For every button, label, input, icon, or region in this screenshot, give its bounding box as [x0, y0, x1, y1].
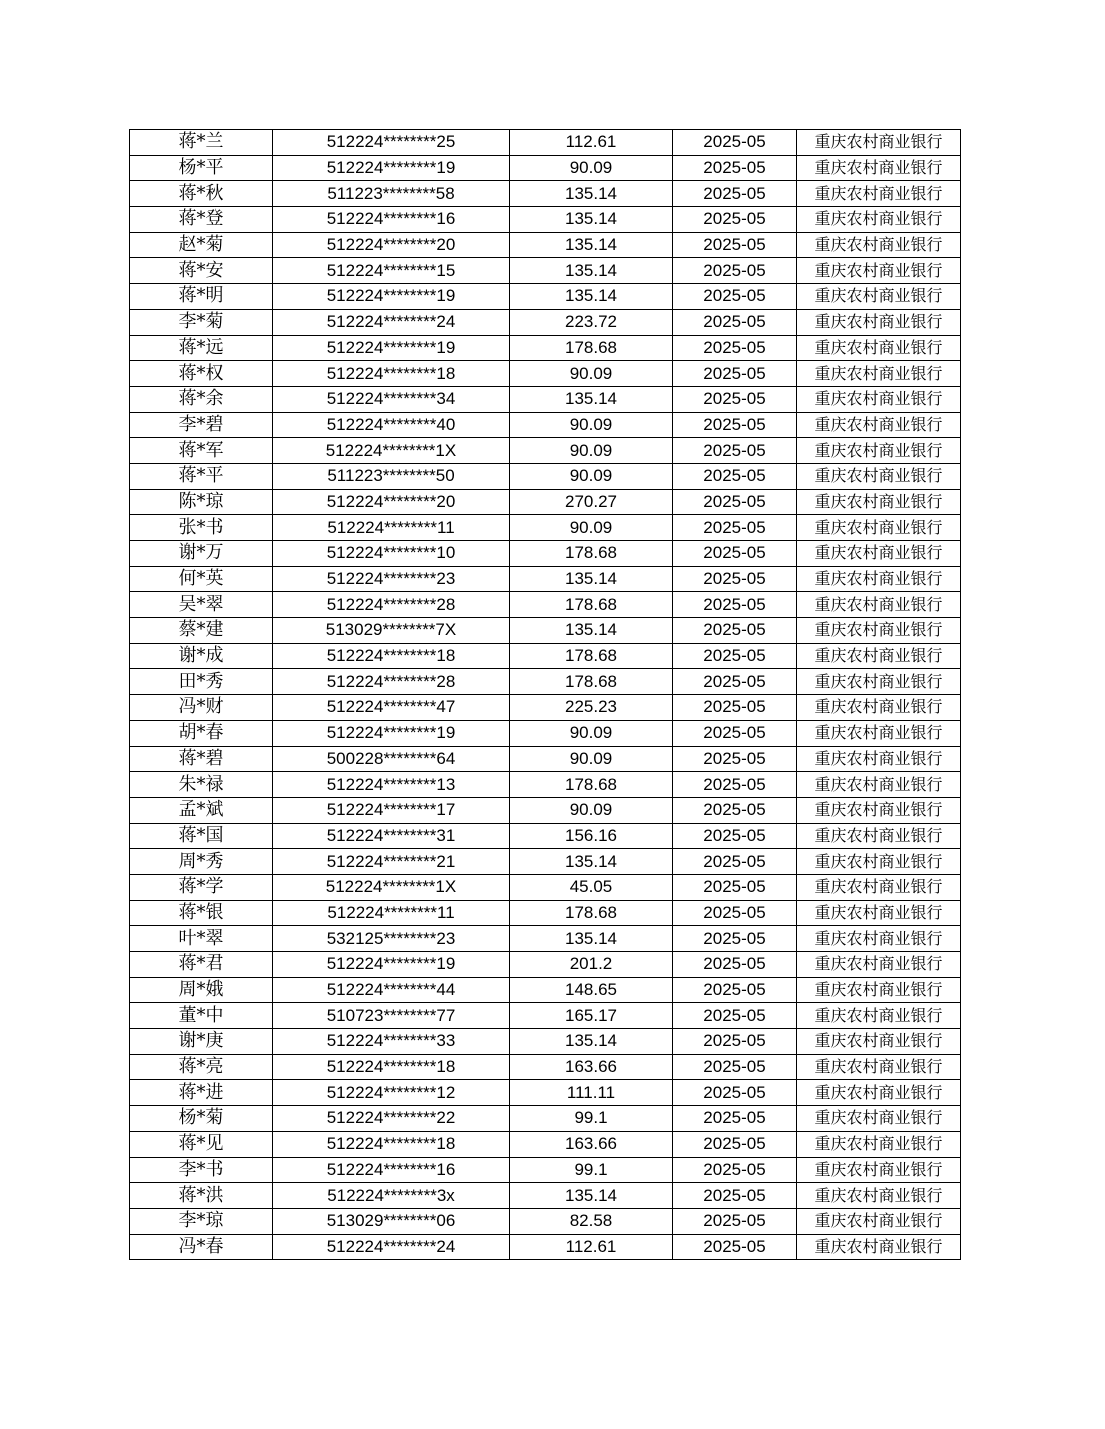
id-number-cell: 512224********19	[273, 155, 510, 181]
table-row	[130, 1234, 961, 1260]
id-number-cell: 512224********1X	[273, 874, 510, 900]
month-cell: 2025-05	[673, 309, 797, 335]
month-cell: 2025-05	[673, 155, 797, 181]
bank-cell: 重庆农村商业银行	[797, 438, 961, 464]
id-number-cell: 512224********19	[273, 720, 510, 746]
table-row	[130, 618, 961, 644]
bank-cell: 重庆农村商业银行	[797, 618, 961, 644]
name-cell: 李*书	[130, 1157, 273, 1183]
month-cell: 2025-05	[673, 849, 797, 875]
bank-cell: 重庆农村商业银行	[797, 772, 961, 798]
bank-cell: 重庆农村商业银行	[797, 155, 961, 181]
bank-cell: 重庆农村商业银行	[797, 746, 961, 772]
month-cell: 2025-05	[673, 181, 797, 207]
id-number-cell: 512224********23	[273, 566, 510, 592]
bank-cell: 重庆农村商业银行	[797, 977, 961, 1003]
id-number-cell: 512224********1X	[273, 438, 510, 464]
month-cell: 2025-05	[673, 1080, 797, 1106]
table-row	[130, 335, 961, 361]
amount-cell: 135.14	[510, 849, 673, 875]
id-number-cell: 512224********40	[273, 412, 510, 438]
id-number-cell: 512224********12	[273, 1080, 510, 1106]
bank-cell: 重庆农村商业银行	[797, 566, 961, 592]
name-cell: 蒋*明	[130, 284, 273, 310]
amount-cell: 135.14	[510, 566, 673, 592]
name-cell: 蒋*见	[130, 1131, 273, 1157]
table-row	[130, 1183, 961, 1209]
table-row	[130, 746, 961, 772]
bank-cell: 重庆农村商业银行	[797, 952, 961, 978]
month-cell: 2025-05	[673, 1208, 797, 1234]
bank-cell: 重庆农村商业银行	[797, 386, 961, 412]
table-row	[130, 130, 961, 156]
table-row	[130, 643, 961, 669]
month-cell: 2025-05	[673, 566, 797, 592]
bank-cell: 重庆农村商业银行	[797, 130, 961, 156]
amount-cell: 178.68	[510, 772, 673, 798]
bank-cell: 重庆农村商业银行	[797, 284, 961, 310]
month-cell: 2025-05	[673, 1183, 797, 1209]
table-row	[130, 463, 961, 489]
name-cell: 蒋*远	[130, 335, 273, 361]
name-cell: 蒋*学	[130, 874, 273, 900]
month-cell: 2025-05	[673, 515, 797, 541]
bank-cell: 重庆农村商业银行	[797, 361, 961, 387]
month-cell: 2025-05	[673, 977, 797, 1003]
name-cell: 赵*菊	[130, 232, 273, 258]
name-cell: 张*书	[130, 515, 273, 541]
amount-cell: 156.16	[510, 823, 673, 849]
bank-cell: 重庆农村商业银行	[797, 489, 961, 515]
id-number-cell: 512224********25	[273, 130, 510, 156]
month-cell: 2025-05	[673, 1029, 797, 1055]
bank-cell: 重庆农村商业银行	[797, 1106, 961, 1132]
month-cell: 2025-05	[673, 1157, 797, 1183]
table-row	[130, 309, 961, 335]
name-cell: 李*碧	[130, 412, 273, 438]
amount-cell: 90.09	[510, 438, 673, 464]
table-row	[130, 515, 961, 541]
id-number-cell: 512224********18	[273, 643, 510, 669]
amount-cell: 112.61	[510, 1234, 673, 1260]
month-cell: 2025-05	[673, 1131, 797, 1157]
month-cell: 2025-05	[673, 463, 797, 489]
table-row	[130, 412, 961, 438]
id-number-cell: 532125********23	[273, 926, 510, 952]
amount-cell: 201.2	[510, 952, 673, 978]
month-cell: 2025-05	[673, 772, 797, 798]
month-cell: 2025-05	[673, 386, 797, 412]
bank-cell: 重庆农村商业银行	[797, 849, 961, 875]
name-cell: 杨*菊	[130, 1106, 273, 1132]
name-cell: 蒋*洪	[130, 1183, 273, 1209]
month-cell: 2025-05	[673, 823, 797, 849]
id-number-cell: 512224********16	[273, 207, 510, 233]
month-cell: 2025-05	[673, 207, 797, 233]
amount-cell: 178.68	[510, 900, 673, 926]
month-cell: 2025-05	[673, 1003, 797, 1029]
amount-cell: 112.61	[510, 130, 673, 156]
table-row	[130, 772, 961, 798]
id-number-cell: 512224********28	[273, 592, 510, 618]
name-cell: 周*秀	[130, 849, 273, 875]
bank-cell: 重庆农村商业银行	[797, 1208, 961, 1234]
amount-cell: 135.14	[510, 926, 673, 952]
name-cell: 李*琼	[130, 1208, 273, 1234]
table-row	[130, 155, 961, 181]
id-number-cell: 500228********64	[273, 746, 510, 772]
id-number-cell: 512224********31	[273, 823, 510, 849]
id-number-cell: 513029********7X	[273, 618, 510, 644]
name-cell: 冯*春	[130, 1234, 273, 1260]
amount-cell: 165.17	[510, 1003, 673, 1029]
id-number-cell: 512224********15	[273, 258, 510, 284]
table-row	[130, 438, 961, 464]
table-row	[130, 258, 961, 284]
table-row	[130, 874, 961, 900]
bank-cell: 重庆农村商业银行	[797, 541, 961, 567]
month-cell: 2025-05	[673, 900, 797, 926]
table-row	[130, 1003, 961, 1029]
id-number-cell: 512224********19	[273, 335, 510, 361]
month-cell: 2025-05	[673, 1234, 797, 1260]
table-row	[130, 284, 961, 310]
id-number-cell: 512224********11	[273, 515, 510, 541]
month-cell: 2025-05	[673, 361, 797, 387]
amount-cell: 90.09	[510, 797, 673, 823]
amount-cell: 135.14	[510, 618, 673, 644]
amount-cell: 178.68	[510, 335, 673, 361]
name-cell: 叶*翠	[130, 926, 273, 952]
name-cell: 蒋*君	[130, 952, 273, 978]
name-cell: 蒋*平	[130, 463, 273, 489]
bank-cell: 重庆农村商业银行	[797, 643, 961, 669]
bank-cell: 重庆农村商业银行	[797, 1183, 961, 1209]
amount-cell: 225.23	[510, 695, 673, 721]
month-cell: 2025-05	[673, 746, 797, 772]
table-row	[130, 1157, 961, 1183]
amount-cell: 135.14	[510, 207, 673, 233]
month-cell: 2025-05	[673, 669, 797, 695]
id-number-cell: 512224********18	[273, 1054, 510, 1080]
name-cell: 蔡*建	[130, 618, 273, 644]
table-row	[130, 1106, 961, 1132]
bank-cell: 重庆农村商业银行	[797, 309, 961, 335]
id-number-cell: 512224********19	[273, 284, 510, 310]
bank-cell: 重庆农村商业银行	[797, 926, 961, 952]
name-cell: 谢*庚	[130, 1029, 273, 1055]
id-number-cell: 512224********20	[273, 489, 510, 515]
amount-cell: 178.68	[510, 643, 673, 669]
bank-cell: 重庆农村商业银行	[797, 874, 961, 900]
month-cell: 2025-05	[673, 926, 797, 952]
amount-cell: 99.1	[510, 1106, 673, 1132]
amount-cell: 135.14	[510, 1183, 673, 1209]
bank-cell: 重庆农村商业银行	[797, 720, 961, 746]
name-cell: 蒋*国	[130, 823, 273, 849]
month-cell: 2025-05	[673, 797, 797, 823]
amount-cell: 223.72	[510, 309, 673, 335]
id-number-cell: 512224********17	[273, 797, 510, 823]
name-cell: 蒋*进	[130, 1080, 273, 1106]
name-cell: 蒋*秋	[130, 181, 273, 207]
id-number-cell: 512224********20	[273, 232, 510, 258]
month-cell: 2025-05	[673, 438, 797, 464]
id-number-cell: 512224********22	[273, 1106, 510, 1132]
table-body	[130, 130, 961, 1260]
bank-cell: 重庆农村商业银行	[797, 463, 961, 489]
name-cell: 蒋*安	[130, 258, 273, 284]
table-row	[130, 1080, 961, 1106]
table-row	[130, 1054, 961, 1080]
amount-cell: 90.09	[510, 155, 673, 181]
id-number-cell: 512224********44	[273, 977, 510, 1003]
month-cell: 2025-05	[673, 489, 797, 515]
bank-cell: 重庆农村商业银行	[797, 1157, 961, 1183]
id-number-cell: 512224********24	[273, 1234, 510, 1260]
name-cell: 田*秀	[130, 669, 273, 695]
name-cell: 冯*财	[130, 695, 273, 721]
name-cell: 蒋*亮	[130, 1054, 273, 1080]
id-number-cell: 512224********18	[273, 1131, 510, 1157]
table-row	[130, 207, 961, 233]
month-cell: 2025-05	[673, 874, 797, 900]
table-row	[130, 797, 961, 823]
amount-cell: 82.58	[510, 1208, 673, 1234]
amount-cell: 90.09	[510, 720, 673, 746]
amount-cell: 90.09	[510, 361, 673, 387]
month-cell: 2025-05	[673, 952, 797, 978]
amount-cell: 135.14	[510, 1029, 673, 1055]
table-row	[130, 977, 961, 1003]
bank-cell: 重庆农村商业银行	[797, 181, 961, 207]
table-row	[130, 232, 961, 258]
table-row	[130, 566, 961, 592]
bank-cell: 重庆农村商业银行	[797, 592, 961, 618]
month-cell: 2025-05	[673, 284, 797, 310]
name-cell: 孟*斌	[130, 797, 273, 823]
table-row	[130, 361, 961, 387]
table-row	[130, 669, 961, 695]
bank-cell: 重庆农村商业银行	[797, 207, 961, 233]
id-number-cell: 512224********18	[273, 361, 510, 387]
name-cell: 李*菊	[130, 309, 273, 335]
amount-cell: 178.68	[510, 669, 673, 695]
id-number-cell: 512224********33	[273, 1029, 510, 1055]
name-cell: 蒋*银	[130, 900, 273, 926]
table-row	[130, 849, 961, 875]
amount-cell: 111.11	[510, 1080, 673, 1106]
bank-cell: 重庆农村商业银行	[797, 1003, 961, 1029]
name-cell: 蒋*碧	[130, 746, 273, 772]
amount-cell: 178.68	[510, 592, 673, 618]
month-cell: 2025-05	[673, 541, 797, 567]
name-cell: 陈*琼	[130, 489, 273, 515]
id-number-cell: 512224********24	[273, 309, 510, 335]
table-row	[130, 720, 961, 746]
month-cell: 2025-05	[673, 720, 797, 746]
table-row	[130, 181, 961, 207]
id-number-cell: 510723********77	[273, 1003, 510, 1029]
month-cell: 2025-05	[673, 232, 797, 258]
id-number-cell: 512224********34	[273, 386, 510, 412]
amount-cell: 135.14	[510, 284, 673, 310]
table-row	[130, 926, 961, 952]
bank-cell: 重庆农村商业银行	[797, 515, 961, 541]
bank-cell: 重庆农村商业银行	[797, 412, 961, 438]
bank-cell: 重庆农村商业银行	[797, 797, 961, 823]
id-number-cell: 512224********19	[273, 952, 510, 978]
bank-cell: 重庆农村商业银行	[797, 335, 961, 361]
amount-cell: 135.14	[510, 232, 673, 258]
name-cell: 杨*平	[130, 155, 273, 181]
bank-cell: 重庆农村商业银行	[797, 669, 961, 695]
name-cell: 吴*翠	[130, 592, 273, 618]
subsidy-table	[129, 129, 961, 1260]
id-number-cell: 512224********11	[273, 900, 510, 926]
id-number-cell: 512224********10	[273, 541, 510, 567]
amount-cell: 90.09	[510, 412, 673, 438]
name-cell: 蒋*兰	[130, 130, 273, 156]
name-cell: 何*英	[130, 566, 273, 592]
amount-cell: 90.09	[510, 515, 673, 541]
amount-cell: 148.65	[510, 977, 673, 1003]
bank-cell: 重庆农村商业银行	[797, 695, 961, 721]
amount-cell: 99.1	[510, 1157, 673, 1183]
id-number-cell: 512224********21	[273, 849, 510, 875]
month-cell: 2025-05	[673, 592, 797, 618]
amount-cell: 90.09	[510, 463, 673, 489]
name-cell: 董*中	[130, 1003, 273, 1029]
name-cell: 谢*万	[130, 541, 273, 567]
table-row	[130, 695, 961, 721]
month-cell: 2025-05	[673, 695, 797, 721]
amount-cell: 135.14	[510, 258, 673, 284]
id-number-cell: 512224********28	[273, 669, 510, 695]
id-number-cell: 512224********13	[273, 772, 510, 798]
table-row	[130, 541, 961, 567]
table-row	[130, 1131, 961, 1157]
amount-cell: 45.05	[510, 874, 673, 900]
table-row	[130, 823, 961, 849]
month-cell: 2025-05	[673, 335, 797, 361]
bank-cell: 重庆农村商业银行	[797, 1234, 961, 1260]
bank-cell: 重庆农村商业银行	[797, 1131, 961, 1157]
name-cell: 蒋*登	[130, 207, 273, 233]
amount-cell: 135.14	[510, 181, 673, 207]
amount-cell: 90.09	[510, 746, 673, 772]
bank-cell: 重庆农村商业银行	[797, 258, 961, 284]
bank-cell: 重庆农村商业银行	[797, 900, 961, 926]
id-number-cell: 511223********58	[273, 181, 510, 207]
table-row	[130, 900, 961, 926]
table-row	[130, 386, 961, 412]
amount-cell: 135.14	[510, 386, 673, 412]
amount-cell: 163.66	[510, 1054, 673, 1080]
table-row	[130, 1029, 961, 1055]
table-row	[130, 592, 961, 618]
month-cell: 2025-05	[673, 643, 797, 669]
name-cell: 胡*春	[130, 720, 273, 746]
amount-cell: 163.66	[510, 1131, 673, 1157]
bank-cell: 重庆农村商业银行	[797, 823, 961, 849]
id-number-cell: 512224********47	[273, 695, 510, 721]
bank-cell: 重庆农村商业银行	[797, 1080, 961, 1106]
month-cell: 2025-05	[673, 1106, 797, 1132]
name-cell: 蒋*权	[130, 361, 273, 387]
name-cell: 谢*成	[130, 643, 273, 669]
name-cell: 周*娥	[130, 977, 273, 1003]
amount-cell: 270.27	[510, 489, 673, 515]
table-row	[130, 952, 961, 978]
month-cell: 2025-05	[673, 130, 797, 156]
id-number-cell: 511223********50	[273, 463, 510, 489]
bank-cell: 重庆农村商业银行	[797, 1054, 961, 1080]
bank-cell: 重庆农村商业银行	[797, 232, 961, 258]
month-cell: 2025-05	[673, 412, 797, 438]
month-cell: 2025-05	[673, 618, 797, 644]
table-row	[130, 1208, 961, 1234]
name-cell: 蒋*军	[130, 438, 273, 464]
name-cell: 蒋*余	[130, 386, 273, 412]
bank-cell: 重庆农村商业银行	[797, 1029, 961, 1055]
name-cell: 朱*禄	[130, 772, 273, 798]
id-number-cell: 513029********06	[273, 1208, 510, 1234]
month-cell: 2025-05	[673, 258, 797, 284]
table-row	[130, 489, 961, 515]
month-cell: 2025-05	[673, 1054, 797, 1080]
id-number-cell: 512224********16	[273, 1157, 510, 1183]
id-number-cell: 512224********3x	[273, 1183, 510, 1209]
amount-cell: 178.68	[510, 541, 673, 567]
